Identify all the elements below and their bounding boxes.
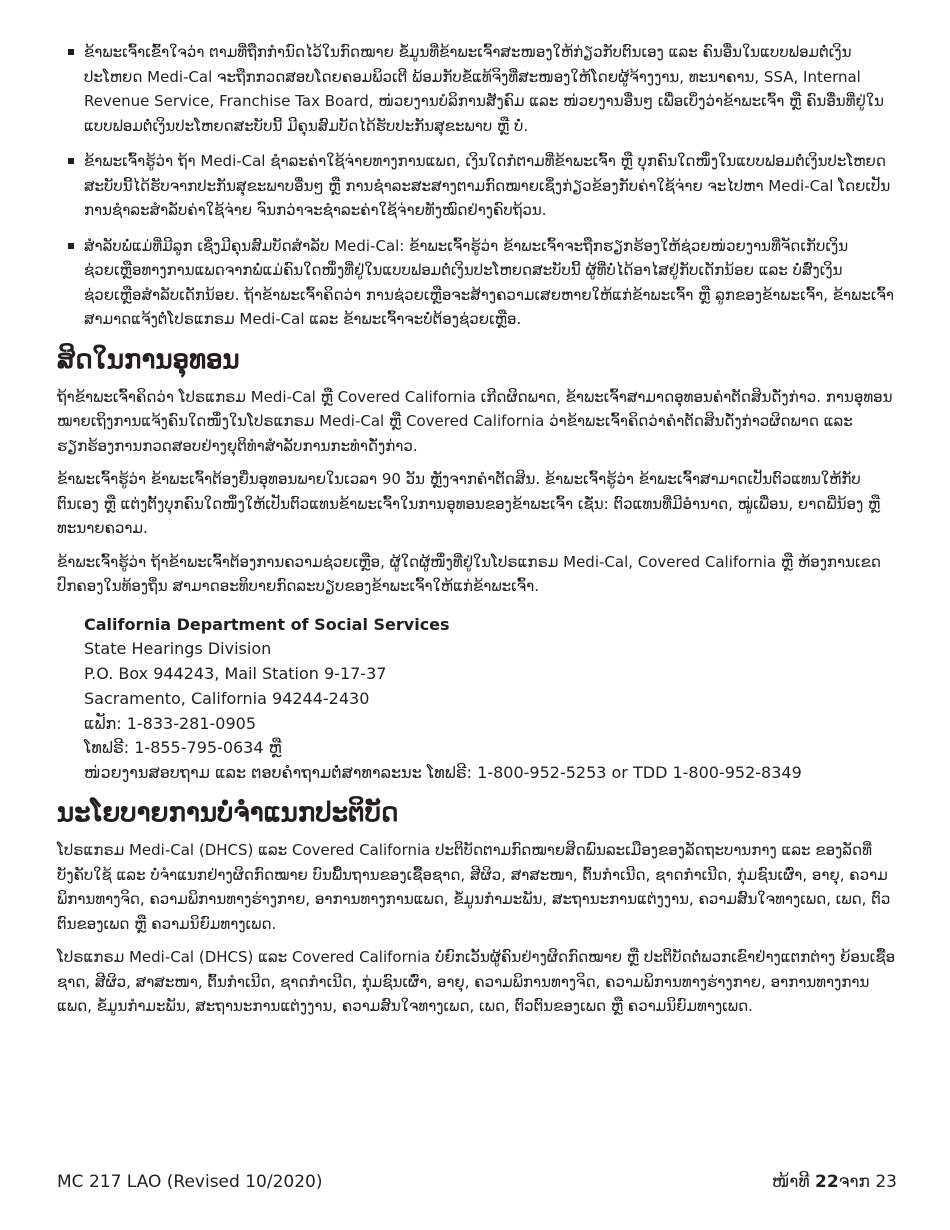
address-org-name: California Department of Social Services [84,614,450,634]
address-phone: ໂທຟຣີ: 1-855-795-0634 ຫຼື [84,738,282,758]
terms-bullet-list [57,40,897,332]
mailing-address-block [84,613,897,787]
bullet-square-icon [68,243,74,249]
bullet-text: ສຳລັບພໍ່ແມ່ທີ່ມີລູກ ເຊິ່ງມີຄຸນສົມບັດສຳລັບ Medi-Cal: ຂ້າພະເຈົ້າຮູ້ວ່າ ຂ້າພະເຈົ້າຈະຖືກຮຽກຮ້ອງໃຫ້ຊ່ວຍໜ່ວຍງານທີ່ຈັດເກັບເງິນຊ່ວຍເຫຼືອທາງການແພດຈາກພໍ່ແມ່ຄົນໃດໜຶ່ງທີ່ຢູ່ໃນແບບຟອມຕໍ່ເງິນປະໂຫຍດສະບັບນີ້ ຜູ້ທີ່ບໍ່ໄດ້ອາໄສຢູ່ກັບເດັກນ້ອຍ ແລະ ບໍ່ສົ່ງເງິນຊ່ວຍເຫຼືອສຳລັບເດັກນ້ອຍ. ຖ້າຂ້າພະເຈົ້າຄິດວ່າ ການຊ່ວຍເຫຼືອຈະສ້າງຄວາມເສຍຫາຍໃຫ້ແກ່ຂ້າພະເຈົ້າ ຫຼື ລູກຂອງຂ້າພະເຈົ້າ, ຂ້າພະເຈົ້າສາມາດແຈ້ງຕໍ່ໂປຣແກຣມ Medi-Cal ແລະ ຂ້າພະເຈົ້າຈະບໍ່ຕ້ອງຊ່ວຍເຫຼືອ. [84,236,894,328]
appeal-heading: ສິດໃນການອຸທອນ [57,344,240,375]
address-fax: ແຟັກ: 1-833-281-0905 [84,713,256,733]
appeal-paragraph: ຖ້າຂ້າພະເຈົ້າຄິດວ່າ ໂປຣແກຣມ Medi-Cal ຫຼື Covered California ເກີດຜິດພາດ, ຂ້າພະເຈົ້າສາມາດອຸທອນຄຳຕັດສິນດັ່ງກ່າວ. ການອຸທອນໝາຍເຖິງການແຈ້ງຄົນໃດໜຶ່ງໃນໂປຣແກຣມ Medi-Cal ຫຼື Covered California ວ່າຂ້າພະເຈົ້າຄິດວ່າຄຳຕັດສິນດັ່ງກ່າວຜິດພາດ ແລະ ຮຽກຮ້ອງການກວດສອບຢ່າງຍຸຕິທຳສຳລັບການກະທຳດັ່ງກ່າວ. [57,387,893,455]
document-page [57,40,897,1028]
page-of-label: ຈາກ [838,1172,870,1192]
list-item [57,234,897,332]
bullet-text: ຂ້າພະເຈົ້າຮູ້ວ່າ ຖ້າ Medi-Cal ຊຳລະຄ່າໃຊ້ຈ່າຍທາງການແພດ, ເງິນໃດກໍຕາມທີ່ຂ້າພະເຈົ້າ ຫຼື ບຸກຄົນໃດໜຶ່ງໃນແບບຟອມຕໍ່ເງິນປະໂຫຍດສະບັບນີ້ໄດ້ຮັບຈາກປະກັນສຸຂະພາບອື່ນໆ ຫຼື ການຊຳລະສະສາງຕາມກົດໝາຍເຊິ່ງກ່ຽວຂ້ອງກັບຄ່າໃຊ້ຈ່າຍ ຈະໄປຫາ Medi-Cal ໂດຍເປັນການຊຳລະສຳລັບຄ່າໃຊ້ຈ່າຍ ຈົນກວ່າຈະຊຳລະຄ່າໃຊ້ຈ່າຍທັງໝົດຢ່າງຄົບຖ້ວນ. [84,152,891,219]
appeal-paragraph: ຂ້າພະເຈົ້າຮູ້ວ່າ ຂ້າພະເຈົ້າຕ້ອງຍື່ນອຸທອນພາຍໃນເວລາ 90 ວັນ ຫຼັງຈາກຄຳຕັດສິນ. ຂ້າພະເຈົ້າຮູ້ວ່າ ຂ້າພະເຈົ້າສາມາດເປັນຕົວແທນໃຫ້ກັບຕົນເອງ ຫຼື ແຕ່ງຕັ້ງບຸກຄົນໃດໜຶ່ງໃຫ້ເປັນຕົວແທນຂ້າພະເຈົ້າໃນການອຸທອນຂອງຂ້າພະເຈົ້າ ເຊັ່ນ: ຕົວແທນທີ່ມີອຳນາດ, ໝູ່ເພື່ອນ, ຍາດພີ່ນ້ອງ ຫຼື ທະນາຍຄວາມ. [57,470,881,537]
address-inquiry-line: ໜ່ວຍງານສອບຖາມ ແລະ ຕອບຄຳຖາມຕໍ່ສາທາລະນະ ໂທຟຣີ: 1-800-952-5253 or TDD 1-800-952-8349 [84,763,802,783]
address-po-box: P.O. Box 944243, Mail Station 9-17-37 [84,664,387,684]
list-item [57,40,897,138]
list-item [57,149,897,223]
page-total: 23 [875,1172,897,1192]
bullet-square-icon [68,158,74,164]
nondiscrimination-paragraph: ໂປຣແກຣມ Medi-Cal (DHCS) ແລະ Covered California ປະຕິບັດຕາມກົດໝາຍສິດພົນລະເມືອງຂອງລັດຖະບານກາງ ແລະ ຂອງລັດທີ່ບັງຄັບໃຊ້ ແລະ ບໍ່ຈຳແນກຢ່າງຜິດກົດໝາຍ ບົນພື້ນຖານຂອງເຊື້ອຊາດ, ສີຜິວ, ສາສະໜາ, ຕົ້ນກຳເນີດ, ຊາດກຳເນີດ, ກຸ່ມຊົນເຜົ່າ, ອາຍຸ, ຄວາມພິການທາງຈິດ, ຄວາມພິການທາງຮ່າງກາຍ, ອາການທາງການແພດ, ຂໍ້ມູນກຳມະພັນ, ສະຖານະການແຕ່ງງານ, ຄວາມສົນໃຈທາງເພດ, ເພດ, ຕົວຕົນຂອງເພດ ຫຼື ຄວາມນິຍົມທາງເພດ. [57,841,891,933]
address-division: State Hearings Division [84,639,272,659]
page-number: 22 [815,1172,839,1192]
address-city: Sacramento, California 94244-2430 [84,688,370,708]
nondiscrimination-heading: ນະໂຍບາຍການບໍ່ຈຳແນກປະຕິບັດ [57,798,399,829]
bullet-square-icon [68,49,74,55]
bullet-text: ຂ້າພະເຈົ້າເຂົ້າໃຈວ່າ ຕາມທີ່ຖືກກຳນົດໄວ້ໃນກົດໝາຍ ຂໍ້ມູນທີ່ຂ້າພະເຈົ້າສະໜອງໃຫ້ກ່ຽວກັບຕົນເອງ ແລະ ຄົນອື່ນໃນແບບຟອມຕໍ່ເງິນປະໂຫຍດ Medi-Cal ຈະຖືກກວດສອບໂດຍຄອມພິວເຕີ ພ້ອມກັບຂໍ້ແທ້ຈິງທີ່ສະໜອງໃຫ້ໂດຍຜູ້ຈ້າງງານ, ທະນາຄານ, SSA, Internal Revenue Service, Franchise Tax Board, ໜ່ວຍງານບໍລິການສັງຄົມ ແລະ ໜ່ວຍງານອື່ນໆ ເພື່ອເບິ່ງວ່າຂ້າພະເຈົ້າ ຫຼື ຄົນອື່ນທີ່ຢູ່ໃນແບບຟອມຕໍ່ເງິນປະໂຫຍດສະບັບນີ້ ມີຄຸນສົມບັດໄດ້ຮັບປະກັນສຸຂະພາບ ຫຼື ບໍ່. [84,43,884,135]
form-id: MC 217 LAO (Revised 10/2020) [57,1172,323,1192]
nondiscrimination-paragraph: ໂປຣແກຣມ Medi-Cal (DHCS) ແລະ Covered California ບໍ່ຍົກເວັ້ນຜູ້ຄົນຢ່າງຜິດກົດໝາຍ ຫຼື ປະຕິບັດຕໍ່ພວກເຂົາຢ່າງແຕກຕ່າງ ຍ້ອນເຊື້ອຊາດ, ສີຜິວ, ສາສະໜາ, ຕົ້ນກຳເນີດ, ຊາດກຳເນີດ, ກຸ່ມຊົນເຜົ່າ, ອາຍຸ, ຄວາມພິການທາງຈິດ, ຄວາມພິການທາງຮ່າງກາຍ, ອາການທາງການແພດ, ຂໍ້ມູນກຳມະພັນ, ສະຖານະການແຕ່ງງານ, ຄວາມສົນໃຈທາງເພດ, ເພດ, ຕົວຕົນຂອງເພດ ຫຼື ຄວາມນິຍົມທາງເພດ. [57,948,896,1016]
page-indicator [772,1170,897,1194]
page-label: ໜ້າທີ [771,1172,810,1192]
appeal-paragraph: ຂ້າພະເຈົ້າຮູ້ວ່າ ຖ້າຂ້າພະເຈົ້າຕ້ອງການຄວາມຊ່ວຍເຫຼືອ, ຜູ້ໃດຜູ້ໜຶ່ງທີ່ຢູ່ໃນໂປຣແກຣມ Medi-Cal, Covered California ຫຼື ຫ້ອງການເຂດປົກຄອງໃນທ້ອງຖິ່ນ ສາມາດອະທິບາຍກົດລະບຽບຂອງຂ້າພະເຈົ້າໃຫ້ແກ່ຂ້າພະເຈົ້າ. [57,552,881,595]
